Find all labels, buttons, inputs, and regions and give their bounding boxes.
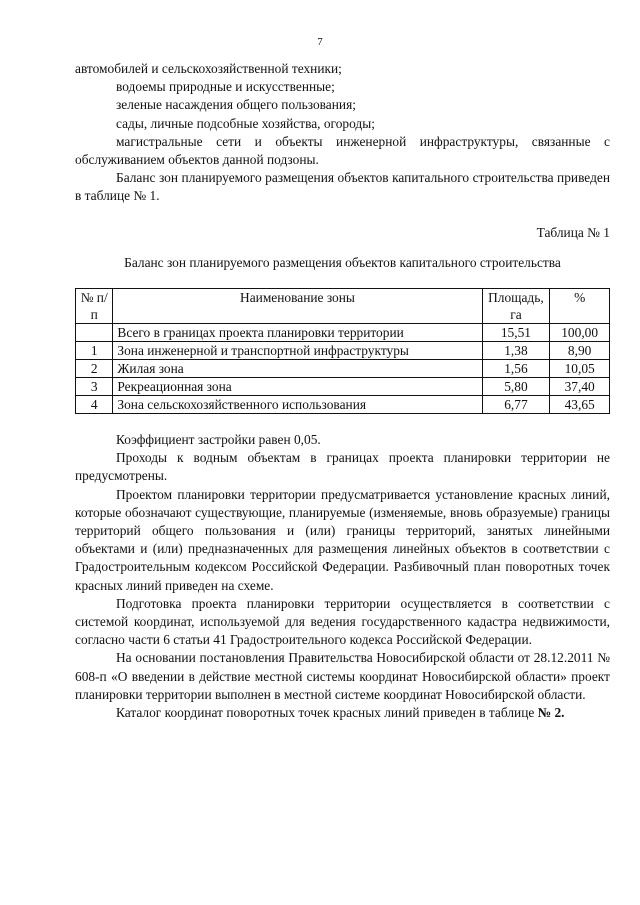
- catalog-text: Каталог координат поворотных точек красных линий приведен в таблице: [116, 705, 535, 721]
- header-name: Наименование зоны: [113, 289, 482, 324]
- table-row: [76, 360, 610, 378]
- balance-table: [75, 288, 610, 414]
- red-lines-paragraph: Проектом планировки территории предусматривается установление красных линий, которые обозначают существующие, планируемые (изменяемые, вновь образуемые) границы территорий общего пользования и (или) границы территорий, занятых линейными объектами и (или) предназначенных для размещения линейных объектов в соответствии с Градостроительным кодексом Российской Федерации. Разбивочный план поворотных точек красных линий приведен на схеме.: [75, 486, 610, 593]
- cell-num: 3: [76, 378, 113, 396]
- table-caption: Таблица № 1: [536, 224, 610, 240]
- text-line: автомобилей и сельскохозяйственной техники;: [75, 61, 342, 76]
- cell-pct: 8,90: [550, 342, 610, 360]
- cell-name: Всего в границах проекта планировки территории: [113, 324, 482, 342]
- list-item: водоемы природные и искусственные;: [116, 79, 335, 95]
- catalog-paragraph: [75, 704, 610, 722]
- cell-pct: 37,40: [550, 378, 610, 396]
- header-area: Площадь, га: [482, 289, 550, 324]
- document-body: [75, 60, 610, 722]
- table-header-row: [76, 289, 610, 324]
- header-num: № п/п: [76, 289, 113, 324]
- cell-area: 5,80: [482, 378, 550, 396]
- list-item: магистральные сети и объекты инженерной инфраструктуры, связанные с обслуживанием объектов данной подзоны.: [75, 133, 610, 168]
- cell-area: 1,56: [482, 360, 550, 378]
- cell-num: 4: [76, 396, 113, 414]
- cell-num: 2: [76, 360, 113, 378]
- cell-name: Зона сельскохозяйственного использования: [113, 396, 482, 414]
- balance-intro-paragraph: Баланс зон планируемого размещения объектов капитального строительства приведен в таблице № 1.: [75, 170, 610, 204]
- catalog-table-ref: № 2.: [537, 705, 565, 721]
- table-title: Баланс зон планируемого размещения объектов капитального строительства: [124, 254, 561, 270]
- cell-name: Зона инженерной и транспортной инфраструктуры: [113, 342, 482, 360]
- list-item: сады, личные подсобные хозяйства, огороды;: [116, 115, 375, 131]
- cell-area: 6,77: [482, 396, 550, 414]
- cell-area: 1,38: [482, 342, 550, 360]
- resolution-paragraph: На основании постановления Правительства Новосибирской области от 28.12.2011 № 608-п «О введении в действие местной системы координат Новосибирской области» проект планировки территории выполнен в местной системе координат Новосибирской области.: [75, 650, 610, 702]
- list-item: зеленые насаждения общего пользования;: [116, 97, 356, 113]
- cell-name: Рекреационная зона: [113, 378, 482, 396]
- cell-area: 15,51: [482, 324, 550, 342]
- table-row: [76, 342, 610, 360]
- coordinate-system-paragraph: Подготовка проекта планировки территории осуществляется в соответствии с системой координат, используемой для ведения государственного кадастра недвижимости, согласно части 6 статьи 41 Градостроительного кодекса Российской Федерации.: [75, 595, 610, 648]
- page-number: 7: [317, 36, 323, 48]
- table-row: [76, 378, 610, 396]
- table-row: [76, 324, 610, 342]
- cell-pct: 10,05: [550, 360, 610, 378]
- building-coefficient-paragraph: Коэффициент застройки равен 0,05.: [116, 432, 321, 448]
- cell-name: Жилая зона: [113, 360, 482, 378]
- cell-num: 1: [76, 342, 113, 360]
- table-row: [76, 396, 610, 414]
- cell-pct: 43,65: [550, 396, 610, 414]
- header-pct: %: [550, 289, 610, 324]
- water-access-paragraph: Проходы к водным объектам в границах проекта планировки территории не предусмотрены.: [75, 450, 610, 484]
- cell-num: [76, 324, 113, 342]
- cell-pct: 100,00: [550, 324, 610, 342]
